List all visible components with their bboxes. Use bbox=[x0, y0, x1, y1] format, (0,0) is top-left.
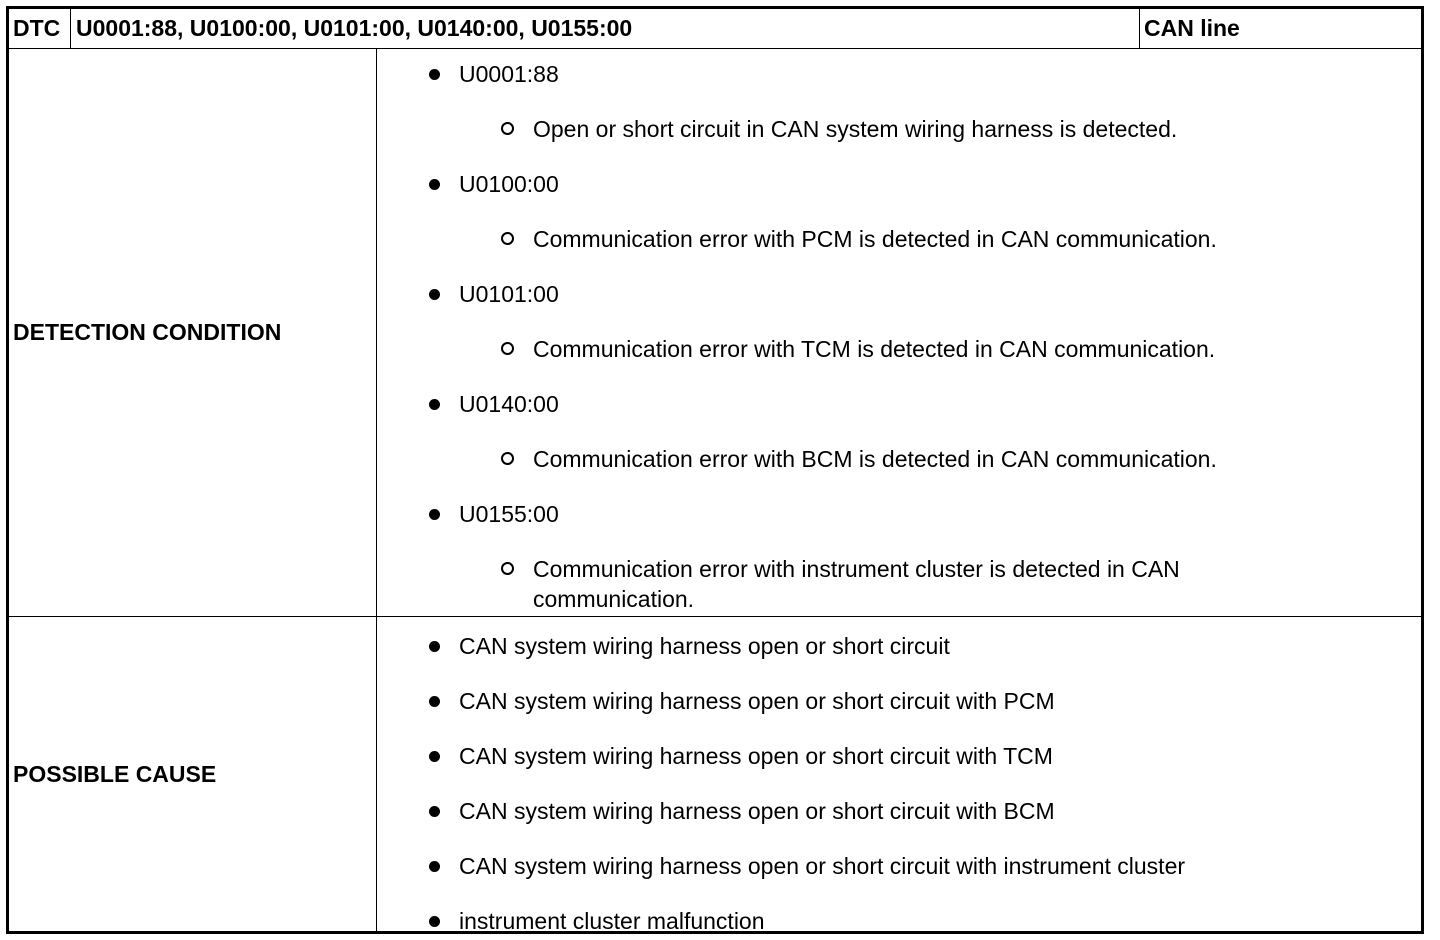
detection-item-detail bbox=[533, 334, 1273, 364]
detection-item-code bbox=[459, 279, 559, 309]
sub-bullet-icon bbox=[501, 232, 514, 245]
possible-cause-label: POSSIBLE CAUSE bbox=[9, 617, 377, 931]
cause-text: instrument cluster malfunction bbox=[459, 908, 765, 934]
detection-code-text: U0101:00 bbox=[459, 281, 559, 307]
dtc-system: CAN line bbox=[1144, 15, 1240, 41]
detection-condition-row bbox=[9, 49, 1421, 617]
cause-item bbox=[459, 796, 1055, 826]
detection-condition-label: DETECTION CONDITION bbox=[9, 49, 377, 616]
bullet-icon bbox=[429, 696, 440, 707]
bullet-icon bbox=[429, 509, 440, 520]
possible-cause-body bbox=[377, 617, 1421, 934]
bullet-icon bbox=[429, 69, 440, 80]
detection-detail-text: Open or short circuit in CAN system wiring harness is detected. bbox=[533, 116, 1178, 142]
bullet-icon bbox=[429, 916, 440, 927]
cause-item bbox=[459, 906, 765, 936]
detection-item-code bbox=[459, 169, 559, 199]
cause-text: CAN system wiring harness open or short circuit with BCM bbox=[459, 798, 1055, 824]
detection-code-text: U0155:00 bbox=[459, 501, 559, 527]
cause-text: CAN system wiring harness open or short circuit with TCM bbox=[459, 743, 1053, 769]
detection-item-detail bbox=[533, 444, 1273, 474]
dtc-header-row bbox=[9, 9, 1421, 49]
detection-detail-text: Communication error with TCM is detected in CAN communication. bbox=[533, 336, 1216, 362]
sub-bullet-icon bbox=[501, 562, 514, 575]
cause-text: CAN system wiring harness open or short circuit bbox=[459, 633, 950, 659]
cause-item bbox=[459, 631, 950, 661]
dtc-table bbox=[6, 6, 1424, 934]
cause-item bbox=[459, 686, 1055, 716]
bullet-icon bbox=[429, 751, 440, 762]
cause-item bbox=[459, 851, 1185, 881]
possible-cause-row bbox=[9, 617, 1421, 934]
detection-condition-body bbox=[377, 49, 1421, 616]
bullet-icon bbox=[429, 806, 440, 817]
detection-detail-text: Communication error with PCM is detected in CAN communication. bbox=[533, 226, 1217, 252]
detection-item-code bbox=[459, 389, 559, 419]
detection-code-text: U0001:88 bbox=[459, 61, 559, 87]
detection-item-code bbox=[459, 499, 559, 529]
detection-item-code bbox=[459, 59, 559, 89]
detection-detail-text: Communication error with BCM is detected in CAN communication. bbox=[533, 446, 1217, 472]
bullet-icon bbox=[429, 289, 440, 300]
cause-text: CAN system wiring harness open or short circuit with instrument cluster bbox=[459, 853, 1186, 879]
bullet-icon bbox=[429, 861, 440, 872]
detection-item-detail bbox=[533, 114, 1273, 144]
detection-code-text: U0100:00 bbox=[459, 171, 559, 197]
bullet-icon bbox=[429, 179, 440, 190]
dtc-codes: U0001:88, U0100:00, U0101:00, U0140:00, U0155:00 bbox=[71, 9, 1140, 48]
detection-code-text: U0140:00 bbox=[459, 391, 559, 417]
cause-text: CAN system wiring harness open or short circuit with PCM bbox=[459, 688, 1055, 714]
sub-bullet-icon bbox=[501, 122, 514, 135]
detection-item-detail bbox=[533, 554, 1273, 614]
sub-bullet-icon bbox=[501, 452, 514, 465]
detection-item-detail bbox=[533, 224, 1273, 254]
dtc-label: DTC bbox=[9, 9, 71, 48]
sub-bullet-icon bbox=[501, 342, 514, 355]
detection-detail-text: Communication error with instrument cluster is detected in CAN communication. bbox=[533, 556, 1180, 612]
bullet-icon bbox=[429, 641, 440, 652]
bullet-icon bbox=[429, 399, 440, 410]
cause-item bbox=[459, 741, 1053, 771]
